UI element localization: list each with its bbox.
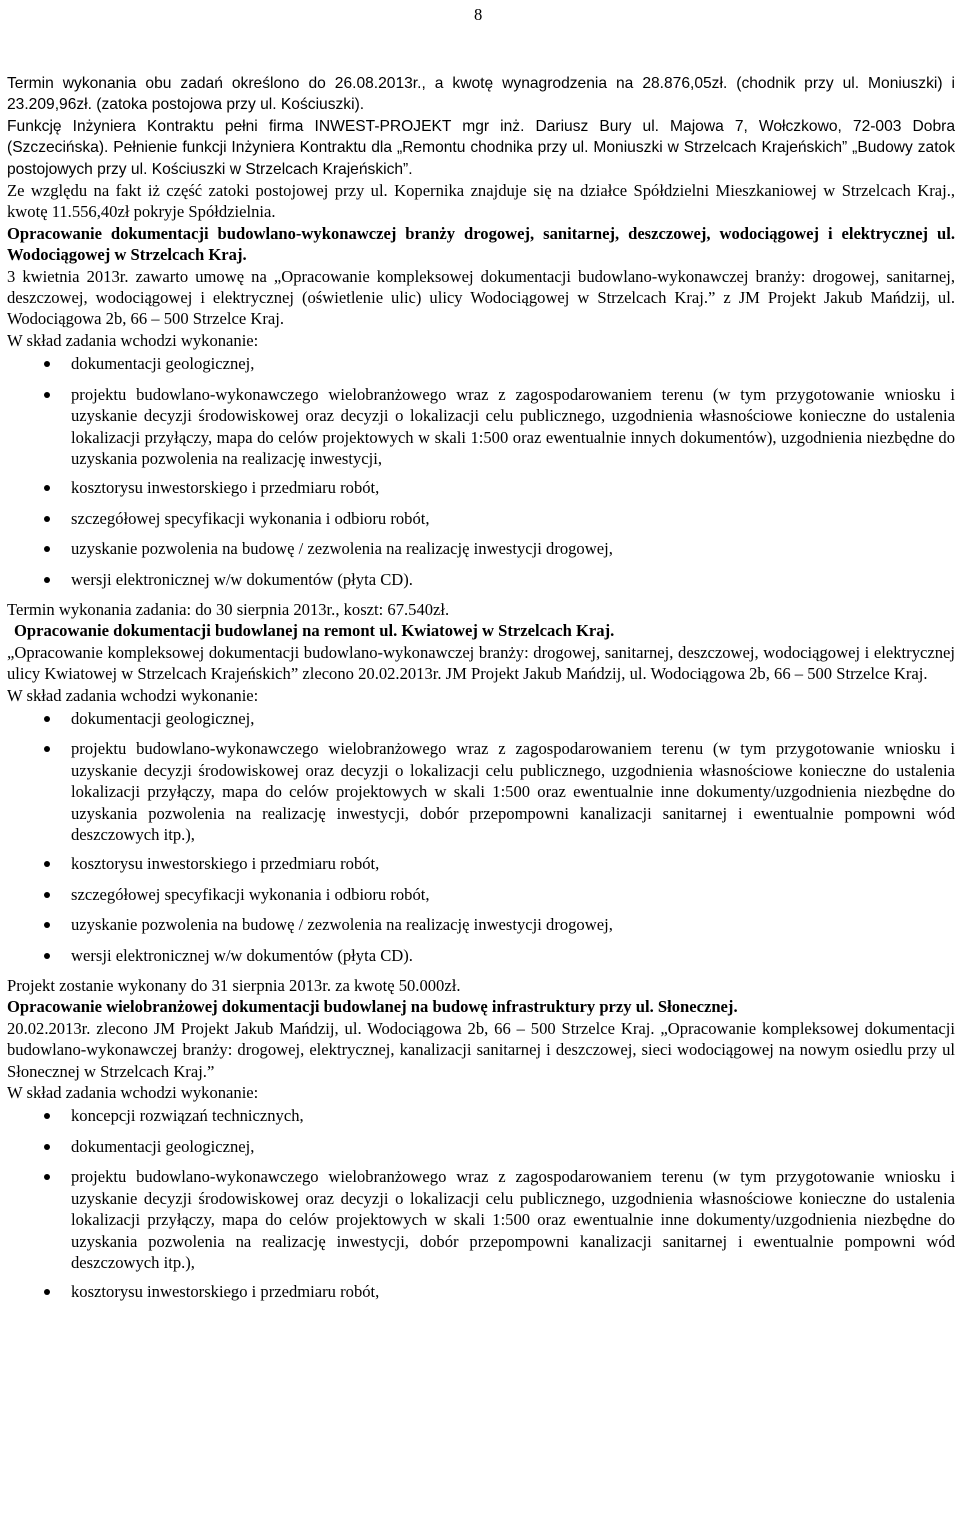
list-item: kosztorysu inwestorskiego i przedmiaru robót, [7,1281,955,1302]
page-number: 8 [474,5,483,24]
list-item: dokumentacji geologicznej, [7,353,955,374]
list-item: kosztorysu inwestorskiego i przedmiaru robót, [7,853,955,874]
list-item: szczegółowej specyfikacji wykonania i odbioru robót, [7,884,955,905]
list-item: szczegółowej specyfikacji wykonania i odbioru robót, [7,508,955,529]
list-item: dokumentacji geologicznej, [7,708,955,729]
deadline-paragraph: Termin wykonania obu zadań określono do 26.08.2013r., a kwotę wynagrodzenia na 28.876,05zł. (chodnik przy ul. Moniuszki) i 23.209,96zł. (zatoka postojowa przy ul. Kościuszki). [7,75,955,114]
section-body-text: zawarto umowę na „Opracowanie kompleksowej dokumentacji budowlano-wykonawczej branży: drogowej, sanitarnej, deszczowej, wodociągowej i elektrycznej (oświetlenie ulic) ulicy Wodociągowej w Strzelcach Kraj.” z JM Projekt Jakub Mańdzij, ul. Wodociągowa 2b, 66 – 500 Strzelce Kraj. [7,266,955,329]
cooperative-paragraph: Ze względu na fakt iż część zatoki postojowej przy ul. Kopernika znajduje się na działce Spółdzielni Mieszkaniowej w Strzelcach Kraj., kwotę 11.556,40zł pokryje Spółdzielnia. [7,181,955,222]
list-item: koncepcji rozwiązań technicznych, [7,1105,955,1126]
section-body-sloneczna: 20.02.2013r. zlecono JM Projekt Jakub Mańdzij, ul. Wodociągowa 2b, 66 – 500 Strzelce Kraj. „Opracowanie kompleksowej dokumentacji budowlano-wykonawczej branży: drogowej, elektrycznej, kanalizacji sanitarnej i deszczowej, sieci wodociągowej na nowym osiedlu przy ul Słonecznej w Strzelcach Kraj.” [7,1018,955,1081]
list-item: wersji elektronicznej w/w dokumentów (płyta CD). [7,569,955,590]
list-item: uzyskanie pozwolenia na budowę / zezwolenia na realizację inwestycji drogowej, [7,538,955,559]
deadline-cost: Projekt zostanie wykonany do 31 sierpnia 2013r. za kwotę 50.000zł. [7,976,461,996]
list-item: wersji elektronicznej w/w dokumentów (płyta CD). [7,945,955,966]
section-heading-kwiatowa: Opracowanie dokumentacji budowlanej na remont ul. Kwiatowej w Strzelcach Kraj. [14,621,615,641]
scope-list-kwiatowa [7,708,955,966]
scope-intro: W skład zadania wchodzi wykonanie: [7,1083,259,1103]
section-body-kwiatowa: „Opracowanie kompleksowej dokumentacji budowlano-wykonawczej branży: drogowej, sanitarnej, deszczowej, wodociągowej i elektrycznej ulicy Kwiatowej w Strzelcach Krajeńskich” zlecono 20.02.2013r. JM Projekt Jakub Mańdzij, ul. Wodociągowa 2b, 66 – 500 Strzelce Kraj. [7,642,955,684]
list-item: kosztorysu inwestorskiego i przedmiaru robót, [7,477,955,498]
list-item: projektu budowlano-wykonawczego wielobranżowego wraz z zagospodarowaniem terenu (w tym przygotowanie wniosku i uzyskanie decyzji środowiskowej oraz decyzji o lokalizacji celu publicznego, uzgodnienia własnościowe konieczne do ustalenia lokalizacji przyłączy, mapa do celów projektowych w skali 1:500 oraz ewentualnie innych dokumentów), uzgodnienia niezbędne do uzyskania pozwolenia na realizację inwestycji, [7,384,955,470]
scope-intro: W skład zadania wchodzi wykonanie: [7,685,259,705]
section-body-wodociagowa [7,266,955,330]
deadline-cost: Termin wykonania zadania: do 30 sierpnia 2013r., koszt: 67.540zł. [7,599,450,619]
section-heading-wodociagowa: Opracowanie dokumentacji budowlano-wykonawczej branży drogowej, sanitarnej, deszczowej, wodociągowej i elektrycznej ul. Wodociągowej w Strzelcach Kraj. [7,223,955,265]
scope-list-sloneczna [7,1105,955,1302]
list-item: uzyskanie pozwolenia na budowę / zezwolenia na realizację inwestycji drogowej, [7,914,955,935]
scope-intro: W skład zadania wchodzi wykonanie: [7,330,259,350]
section-date: 3 kwietnia 2013r. [7,266,129,286]
contract-engineer-paragraph: Funkcję Inżyniera Kontraktu pełni firma INWEST-PROJEKT mgr inż. Dariusz Bury ul. Majowa 7, Wołczkowo, 72-003 Dobra (Szczecińska). Pełnienie funkcji Inżyniera Kontraktu dla „Remontu chodnika przy ul. Moniuszki w Strzelcach Krajeńskich” „Budowy zatok postojowych przy ul. Kościuszki w Strzelcach Krajeńskich”. [7,117,955,178]
list-item: projektu budowlano-wykonawczego wielobranżowego wraz z zagospodarowaniem terenu (w tym przygotowanie wniosku i uzyskanie decyzji środowiskowej oraz decyzji o lokalizacji celu publicznego, uzgodnienia własnościowe konieczne do ustalenia lokalizacji przyłączy, mapa do celów projektowych w skali 1:500 oraz ewentualnie inne dokumenty/uzgodnienia niezbędne do uzyskania pozwolenia na realizację inwestycji, dobór przepompowni kanalizacji sanitarnej i ewentualnie pompowni wód deszczowych itp.), [7,738,955,845]
scope-list-wodociagowa [7,353,955,590]
document-body [7,73,955,1312]
list-item: projektu budowlano-wykonawczego wielobranżowego wraz z zagospodarowaniem terenu (w tym przygotowanie wniosku i uzyskanie decyzji środowiskowej oraz decyzji o lokalizacji celu publicznego, uzgodnienia własnościowe konieczne do ustalenia lokalizacji przyłączy, mapa do celów projektowych w skali 1:500 oraz ewentualnie inne dokumenty/uzgodnienia niezbędne do uzyskania pozwolenia na realizację inwestycji, dobór przepompowni kanalizacji sanitarnej i ewentualnie pompowni wód deszczowych itp.), [7,1166,955,1273]
section-heading-sloneczna: Opracowanie wielobranżowej dokumentacji budowlanej na budowę infrastruktury przy ul. Słonecznej. [7,997,738,1017]
list-item: dokumentacji geologicznej, [7,1136,955,1157]
